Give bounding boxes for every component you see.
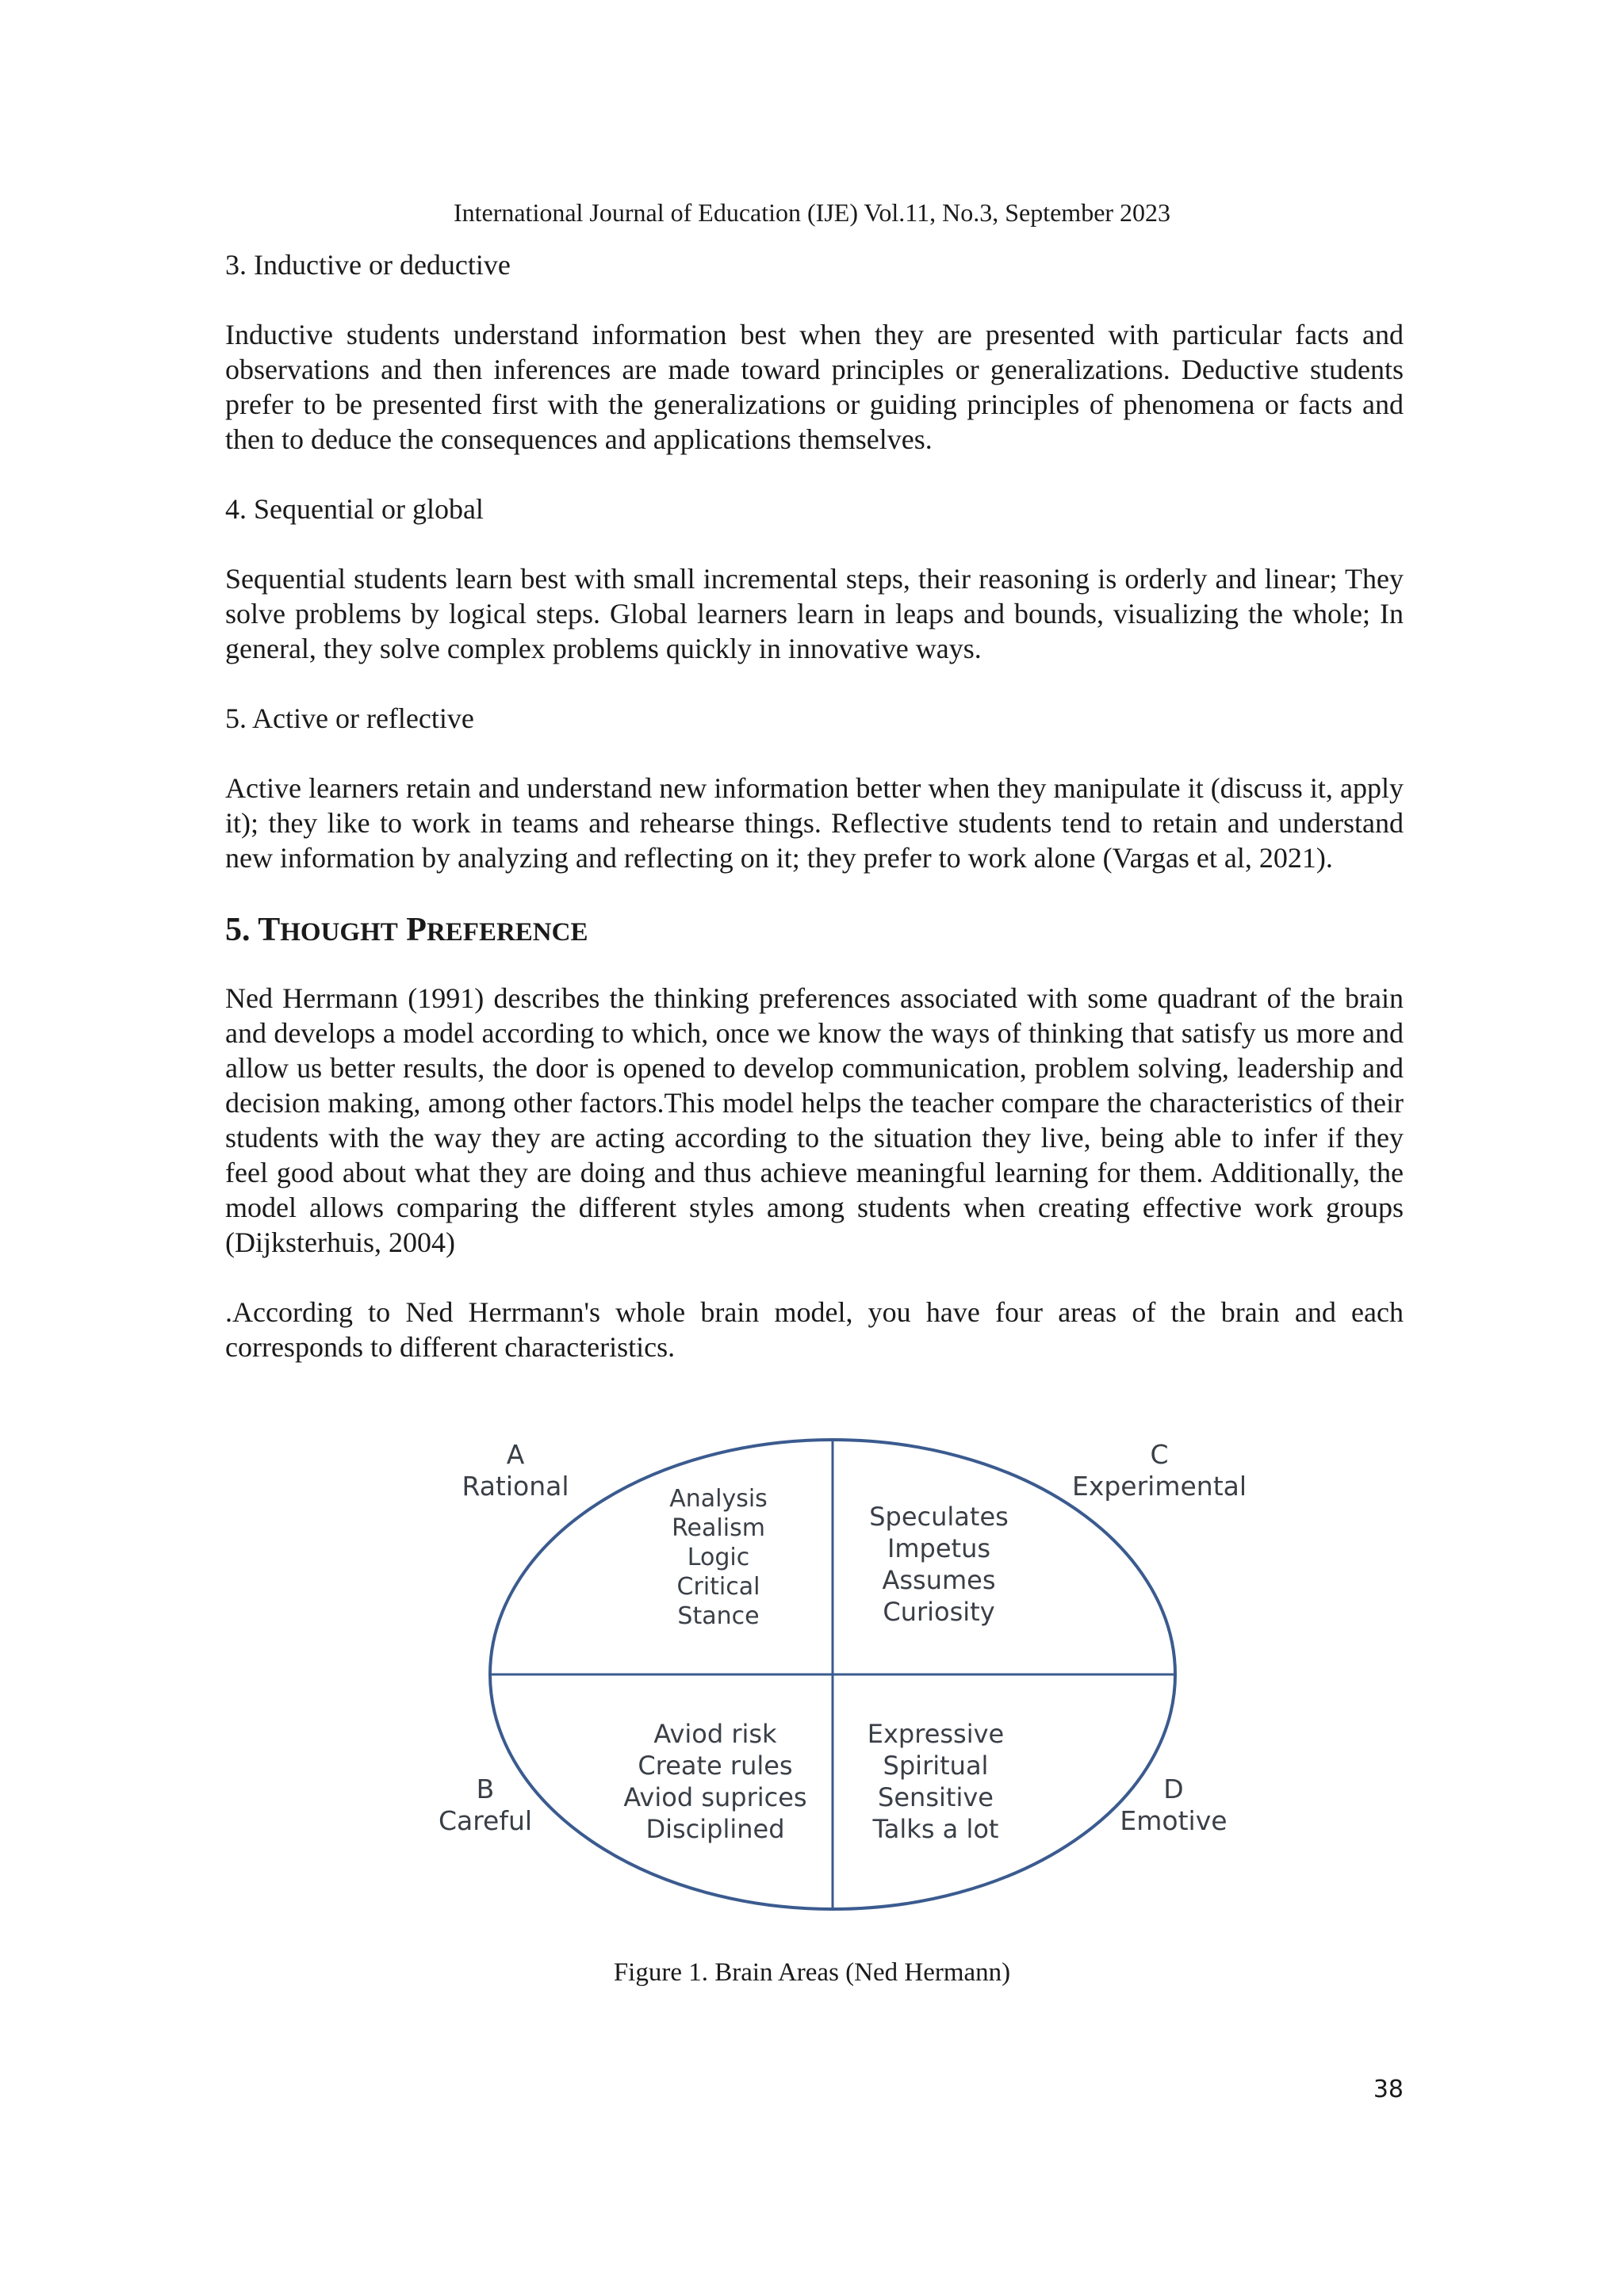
paragraph-sequential: Sequential students learn best with small incremental steps, their reasoning is orderly and linear; They solve problems by logical steps. Global learners learn in leaps and bounds, visualizing the whole; In general, they solve complex problems quickly in innovative ways. [225, 563, 1404, 664]
heading-number: 5. [225, 912, 259, 948]
label-b-name: Careful [438, 1805, 533, 1836]
page-number: 38 [1373, 2076, 1404, 2103]
trait-b-4: Disciplined [645, 1814, 785, 1844]
paragraph-active: Active learners retain and understand new information better when they manipulate it (discuss it, apply it); they like to work in teams and rehearse things. Reflective students tend to retain and understand new information by analyzing and reflecting on it; they prefer to work alone (Vargas et al, 2021). [225, 772, 1404, 874]
paragraph-inductive: Inductive students understand information best when they are presented with particular facts and observations and then inferences are made toward principles or generalizations. Deductive students prefer to be presented first with the generalizations or guiding principles of phenomena or facts and then to deduce the consequences and applications themselves. [225, 319, 1404, 455]
running-header: International Journal of Education (IJE) Vol.11, No.3, September 2023 [453, 198, 1171, 227]
heading-rest-2: REFERENCE [426, 918, 588, 947]
figure-caption: Figure 1. Brain Areas (Ned Hermann) [613, 1958, 1011, 1987]
trait-d-2: Spiritual [883, 1751, 989, 1781]
subheading-sequential: 4. Sequential or global [225, 493, 484, 525]
label-d-letter: D [1163, 1774, 1184, 1804]
trait-b-3: Aviod suprices [623, 1782, 807, 1812]
label-c-name: Experimental [1071, 1471, 1247, 1502]
label-a-name: Rational [462, 1471, 569, 1502]
trait-b-1: Aviod risk [653, 1719, 777, 1749]
brain-quadrant-diagram [428, 1433, 1261, 1933]
label-c-letter: C [1150, 1439, 1169, 1470]
subheading-active: 5. Active or reflective [225, 702, 474, 734]
trait-a-3: Logic [687, 1544, 750, 1571]
trait-c-2: Impetus [887, 1533, 991, 1563]
trait-a-1: Analysis [669, 1485, 768, 1513]
subheading-inductive: 3. Inductive or deductive [225, 249, 511, 281]
trait-d-4: Talks a lot [872, 1814, 999, 1844]
paragraph-herrmann: Ned Herrmann (1991) describes the thinking preferences associated with some quadrant of the brain and develops a model according to which, once we know the ways of thinking that satisfy us more and allow us better results, the door is opened to develop communication, problem solving, leadership and decision making, among other factors.This model helps the teacher compare the characteristics of their students with the way they are acting according to the situation they live, being able to infer if they feel good about what they are doing and thus achieve meaningful learning for them. Additionally, the model allows comparing the different styles among students when creating effective work groups (Dijksterhuis, 2004) [225, 982, 1404, 1258]
paragraph-whole-brain: .According to Ned Herrmann's whole brain model, you have four areas of the brain and each corresponds to different characteristics. [225, 1296, 1404, 1363]
trait-d-1: Expressive [867, 1719, 1005, 1749]
trait-c-1: Speculates [869, 1502, 1009, 1532]
heading-rest-1: HOUGHT [280, 918, 398, 947]
section-heading-thought-preference [225, 910, 1404, 952]
heading-initial-2: P [406, 912, 427, 948]
label-b-letter: B [476, 1774, 495, 1804]
label-d-name: Emotive [1120, 1805, 1228, 1836]
label-a-letter: A [506, 1439, 525, 1470]
trait-d-3: Sensitive [878, 1782, 994, 1812]
body-content [225, 247, 1404, 1364]
heading-initial-1: T [258, 912, 281, 948]
trait-b-2: Create rules [638, 1751, 793, 1781]
brain-areas-figure [428, 1433, 1261, 1933]
trait-c-3: Assumes [882, 1565, 996, 1595]
trait-c-4: Curiosity [883, 1597, 995, 1627]
trait-a-5: Stance [677, 1602, 760, 1630]
trait-a-4: Critical [676, 1573, 760, 1601]
trait-a-2: Realism [672, 1514, 765, 1542]
